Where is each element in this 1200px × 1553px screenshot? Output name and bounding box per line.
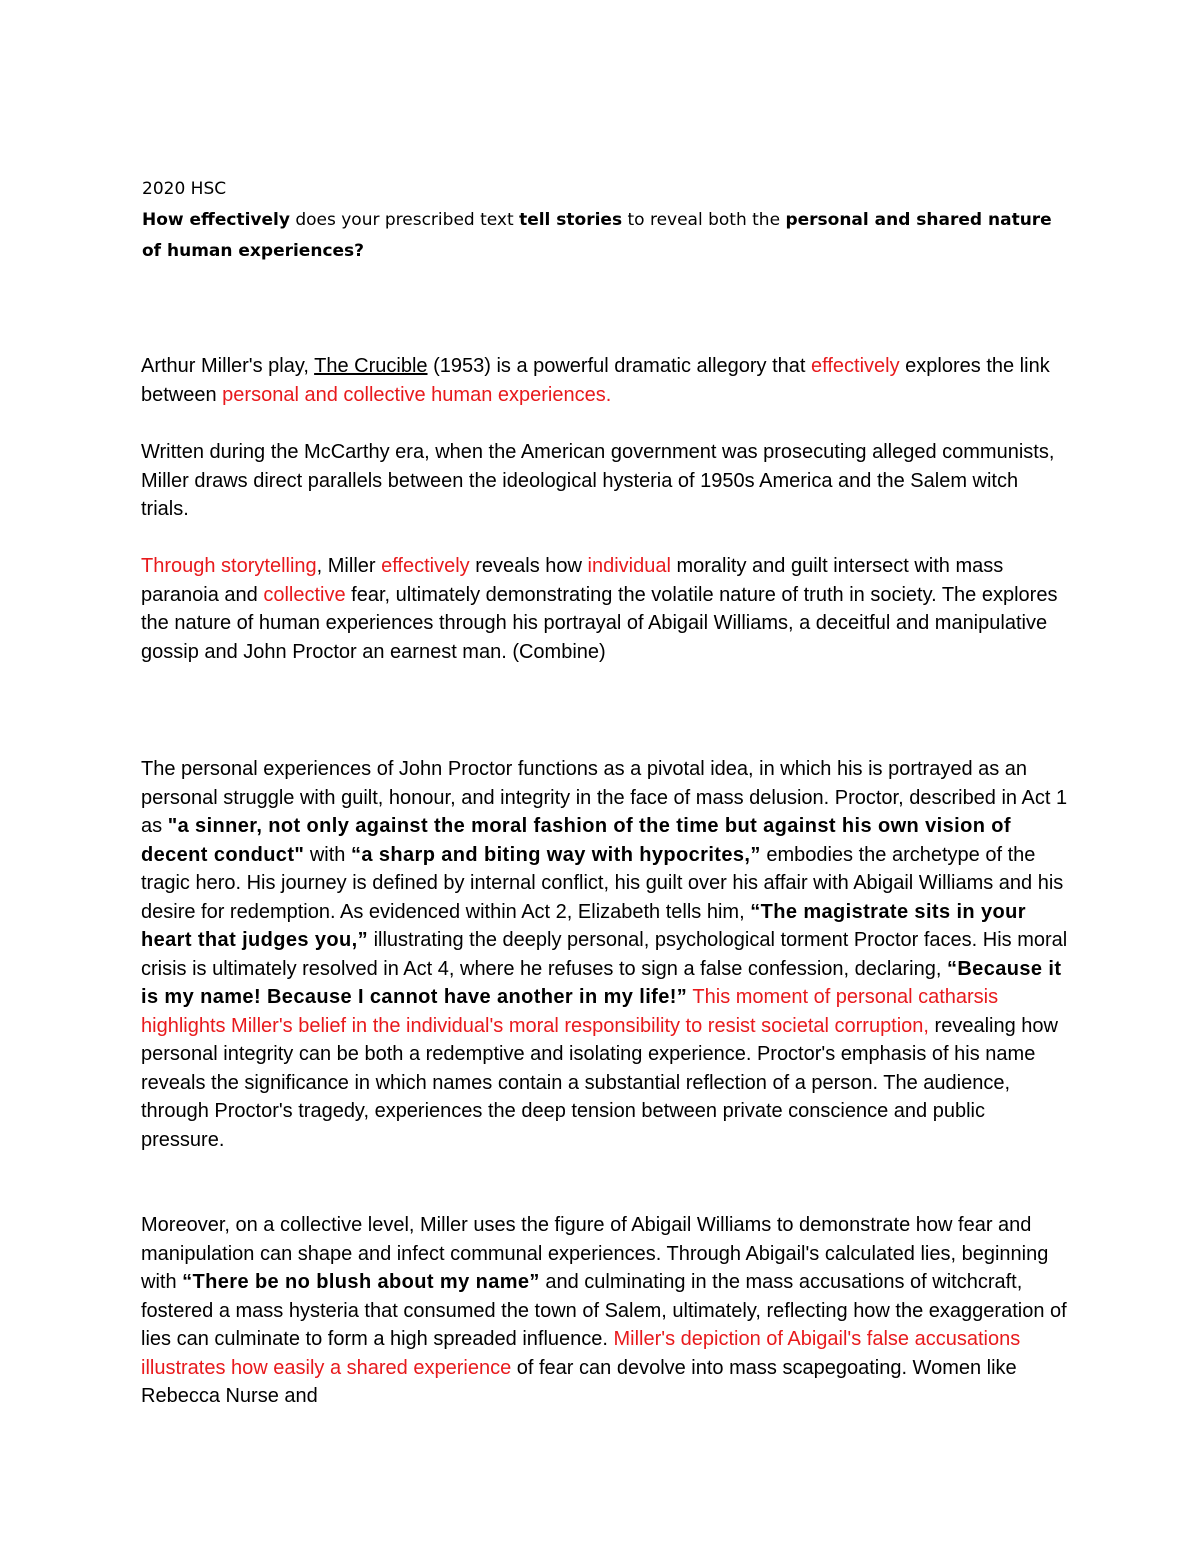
proctor-text: The personal experiences of John Proctor functions as a pivotal idea, in which his is portrayed as an personal struggle with guilt, honour, and integrity in the face of mass delusion. Proctor, described in Act 1 as — [141, 758, 1068, 837]
text-title-the-crucible: The Crucible — [314, 355, 428, 377]
highlight-false-accusations: Miller's depiction of Abigail's false accusations illustrates how easily a shared experience — [141, 1328, 1021, 1379]
thesis-text: , Miller — [316, 555, 382, 577]
intro-text: explores the link between — [141, 355, 1050, 406]
question-bold-effectively: How effectively — [142, 210, 290, 230]
highlight-effectively: effectively — [381, 555, 470, 577]
highlight-effectively: effectively — [811, 355, 900, 377]
quote-because-it-is-my-name: “Because it is my name! Because I cannot have another in my life!” — [141, 957, 1062, 1008]
abigail-paragraph — [141, 1211, 1071, 1411]
thesis-text: fear, ultimately demonstrating the volatile nature of truth in society. The explores the nature of human experiences through his portrayal of Abigail Williams, a deceitful and manipulative gossip and John Proctor an earnest man. (Combine) — [141, 583, 1058, 663]
quote-sharp-and-biting: “a sharp and biting way with hypocrites,” — [350, 843, 761, 866]
exam-year: 2020 HSC — [142, 179, 227, 199]
question-bold-tell-stories: tell stories — [519, 210, 623, 230]
intro-text: Arthur Miller's play, — [141, 355, 315, 377]
abigail-text: of fear can devolve into mass scapegoating. Women like Rebecca Nurse and — [141, 1356, 1017, 1407]
intro-text: (1953) is a powerful dramatic allegory that — [427, 355, 812, 377]
quote-no-blush: “There be no blush about my name” — [182, 1271, 540, 1293]
quote-magistrate: “The magistrate sits in your heart that judges you,” — [141, 900, 1026, 951]
proctor-paragraph — [141, 755, 1071, 1154]
proctor-text: with — [304, 843, 351, 866]
essay-question — [142, 205, 1072, 267]
context-text: Written during the McCarthy era, when the American government was prosecuting alleged communists, Miller draws direct parallels between the ideological hysteria of 1950s America and the Salem witch trials. — [141, 441, 1055, 520]
thesis-paragraph — [141, 552, 1071, 666]
highlight-through-storytelling: Through storytelling — [141, 555, 317, 577]
thesis-text: morality and guilt intersect with mass paranoia and — [141, 555, 1004, 606]
context-paragraph — [141, 438, 1071, 524]
question-bold-nature: personal and shared nature of human experiences? — [142, 210, 1052, 261]
quote-a-sinner: "a sinner, not only against the moral fashion of the time but against his own vision of decent conduct" — [141, 815, 1011, 866]
highlight-human-experiences: personal and collective human experiences. — [222, 383, 612, 406]
intro-paragraph — [141, 352, 1071, 409]
question-text: to reveal both the — [622, 210, 786, 230]
highlight-individual: individual — [587, 555, 671, 577]
proctor-text: revealing how personal integrity can be both a redemptive and isolating experience. Proctor's emphasis of his name reveals the significance in which names contain a substantial reflection of a person. The audience, through Proctor's tragedy, experiences the deep tension between private conscience and public pressure. — [141, 1014, 1058, 1151]
proctor-text: illustrating the deeply personal, psychological torment Proctor faces. His moral crisis is ultimately resolved in Act 4, where he refuses to sign a false confession, declaring, — [141, 929, 1068, 980]
highlight-personal-catharsis: This moment of personal catharsis highlights Miller's belief in the individual's moral responsibility to resist societal corruption, — [141, 986, 999, 1037]
question-header — [142, 174, 1072, 267]
question-text: does your prescribed text — [289, 210, 520, 230]
abigail-text: Moreover, on a collective level, Miller uses the figure of Abigail Williams to demonstrate how fear and manipulation can shape and infect communal experiences. Through Abigail's calculated lies, beginning with — [141, 1214, 1049, 1293]
abigail-text: and culminating in the mass accusations of witchcraft, fostered a mass hysteria that consumed the town of Salem, ultimately, reflecting how the exaggeration of lies can culminate to form a high spreaded influence. — [141, 1271, 1067, 1350]
proctor-text: embodies the archetype of the tragic hero. His journey is defined by internal conflict, his guilt over his affair with Abigail Williams and his desire for redemption. As evidenced within Act 2, Elizabeth tells him, — [141, 843, 1064, 923]
highlight-collective: collective — [263, 583, 346, 606]
thesis-text: reveals how — [469, 555, 588, 577]
